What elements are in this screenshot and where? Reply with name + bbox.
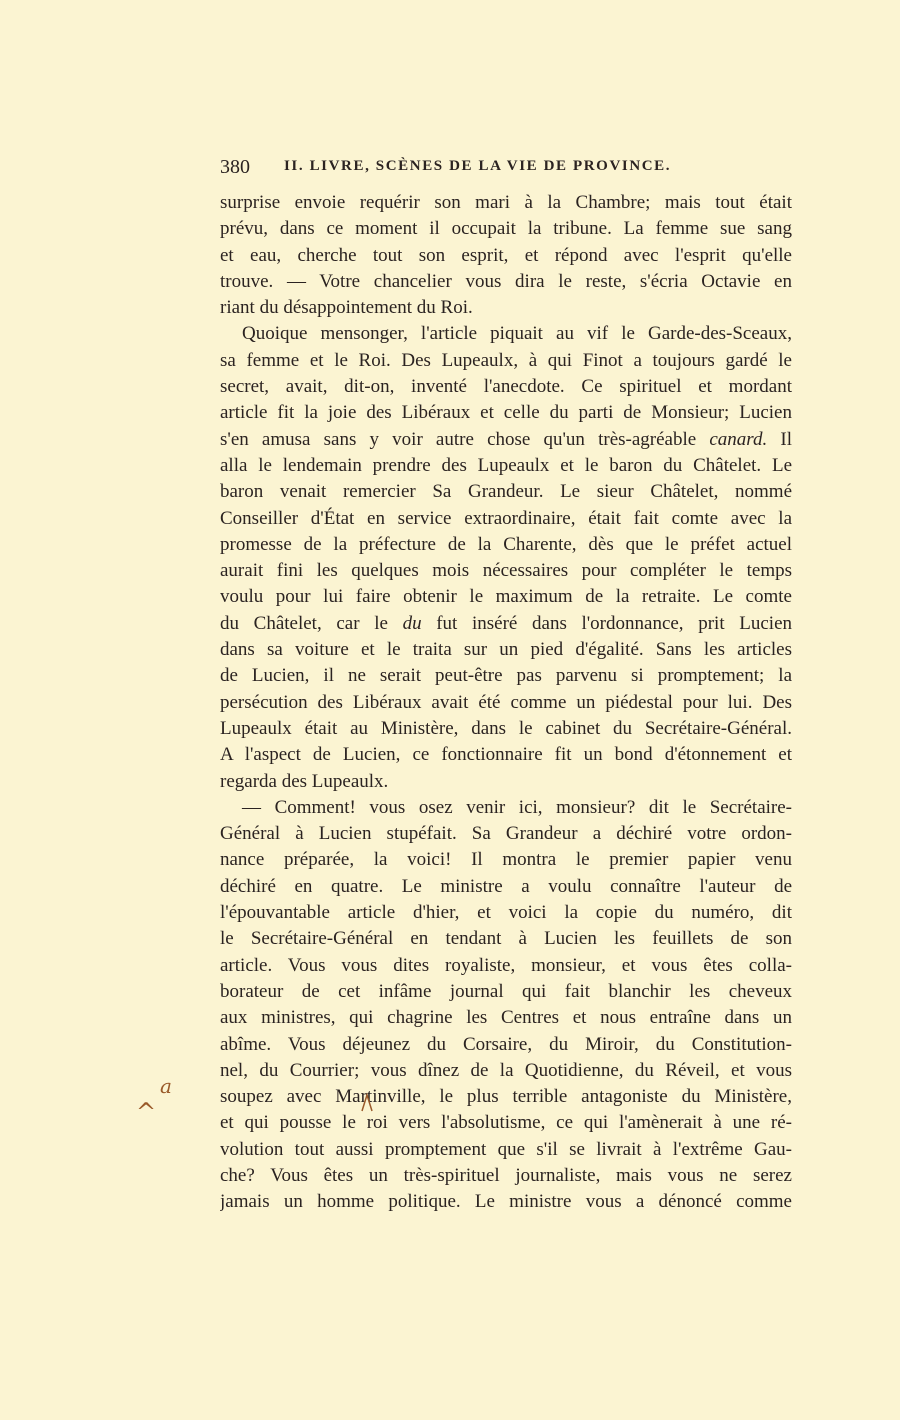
text-line <box>220 926 792 952</box>
running-title: II. LIVRE, SCÈNES DE LA VIE DE PROVINCE. <box>284 158 672 174</box>
text-segment: aux ministres, qui chagrine les Centres et nous entraîne dans un <box>220 1007 792 1029</box>
text-line <box>220 584 792 610</box>
text-line <box>220 690 792 716</box>
text-segment: prévu, dans ce moment il occupait la tribune. La femme sue sang <box>220 218 792 240</box>
text-line <box>220 506 792 532</box>
text-segment: du Châtelet, car le <box>220 612 403 634</box>
text-segment: et qui pousse le roi vers l'absolutisme, ce qui l'amènerait à une ré- <box>220 1112 792 1134</box>
text-line <box>220 453 792 479</box>
text-line <box>220 532 792 558</box>
page-number: 380 <box>220 156 250 178</box>
text-line <box>220 821 792 847</box>
text-line <box>220 295 792 321</box>
text-line <box>220 1137 792 1163</box>
text-segment: alla le lendemain prendre des Lupeaulx et le baron du Châtelet. Le <box>220 454 792 476</box>
running-header <box>220 156 792 184</box>
text-line <box>220 611 792 637</box>
text-line <box>220 769 792 795</box>
text-segment: secret, avait, dit-on, inventé l'anecdote. Ce spirituel et mordant <box>220 376 792 398</box>
text-line <box>220 1110 792 1136</box>
text-segment: Quoique mensonger, l'article piquait au vif le Garde-des-Sceaux, <box>242 323 792 345</box>
text-segment: surprise envoie requérir son mari à la Chambre; mais tout était <box>220 192 792 213</box>
text-segment: article fit la joie des Libéraux et celle du parti de Monsieur; Lucien <box>220 402 792 424</box>
text-line <box>220 637 792 663</box>
text-segment: Lupeaulx était au Ministère, dans le cabinet du Secrétaire-Général. <box>220 717 792 739</box>
text-segment: borateur de cet infâme journal qui fait blanchir les cheveux <box>220 980 792 1002</box>
inline-insertion-caret-icon <box>360 1092 374 1112</box>
text-segment: article. Vous vous dites royaliste, monsieur, et vous êtes colla- <box>220 954 792 976</box>
text-segment: déchiré en quatre. Le ministre a voulu connaître l'auteur de <box>220 875 792 897</box>
text-segment: aurait fini les quelques mois nécessaires pour compléter le temps <box>220 560 792 582</box>
italic-word: canard. <box>709 428 768 450</box>
text-line <box>220 1084 792 1110</box>
body-text <box>220 190 792 1216</box>
text-segment: fut inséré dans l'ordonnance, prit Lucien <box>421 612 792 634</box>
text-line <box>220 1189 792 1215</box>
text-segment: le Secrétaire-Général en tendant à Lucien les feuillets de son <box>220 928 792 950</box>
text-segment: l'épouvantable article d'hier, et voici la copie du numéro, dit <box>220 902 792 924</box>
text-segment: soupez avec Martinville, le plus terrible antagoniste du Ministère, <box>220 1086 792 1108</box>
text-segment: Conseiller d'État en service extraordinaire, était fait comte avec la <box>220 507 792 529</box>
text-segment: voulu pour lui faire obtenir le maximum de la retraite. Le comte <box>220 586 792 608</box>
text-segment: sa femme et le Roi. Des Lupeaulx, à qui Finot a toujours gardé le <box>220 349 792 371</box>
text-line <box>220 1058 792 1084</box>
text-segment: nel, du Courrier; vous dînez de la Quotidienne, du Réveil, et vous <box>220 1059 792 1081</box>
text-line <box>220 243 792 269</box>
text-line <box>220 979 792 1005</box>
text-segment: abîme. Vous déjeunez du Corsaire, du Miroir, du Constitution- <box>220 1033 792 1055</box>
text-line <box>220 479 792 505</box>
text-line <box>220 1005 792 1031</box>
text-segment: Il <box>767 428 792 450</box>
italic-word: du <box>402 612 422 634</box>
text-segment: A l'aspect de Lucien, ce fonctionnaire fit un bond d'étonnement et <box>220 744 792 766</box>
text-line <box>220 216 792 242</box>
text-segment: nance préparée, la voici! Il montra le premier papier venu <box>220 849 792 871</box>
text-line <box>220 269 792 295</box>
text-line <box>220 953 792 979</box>
text-segment: jamais un homme politique. Le ministre vous a dénoncé comme <box>220 1191 792 1213</box>
text-line <box>220 663 792 689</box>
text-segment: dans sa voiture et le traita sur un pied d'égalité. Sans les articles <box>220 639 792 661</box>
text-line <box>220 716 792 742</box>
text-segment: — Comment! vous osez venir ici, monsieur? dit le Secrétaire- <box>242 796 792 818</box>
text-line <box>220 427 792 453</box>
text-segment: s'en amusa sans y voir autre chose qu'un très-agréable <box>220 428 710 450</box>
text-line <box>220 742 792 768</box>
text-line <box>220 558 792 584</box>
text-segment: trouve. — Votre chancelier vous dira le reste, s'écria Octavie en <box>220 270 792 292</box>
insertion-caret-mark: ^ <box>136 1098 157 1126</box>
text-segment: regarda des Lupeaulx. <box>220 770 389 792</box>
handwritten-letter: a <box>160 1074 172 1098</box>
text-segment: et eau, cherche tout son esprit, et répond avec l'esprit qu'elle <box>220 244 792 266</box>
text-line <box>220 348 792 374</box>
text-line <box>220 847 792 873</box>
text-segment: promesse de la préfecture de la Charente, dès que le préfet actuel <box>220 533 792 555</box>
text-line <box>220 795 792 821</box>
text-segment: riant du désappointement du Roi. <box>220 297 473 319</box>
text-segment: de Lucien, il ne serait peut-être pas parvenu si promptement; la <box>220 665 792 687</box>
text-line <box>220 874 792 900</box>
text-line <box>220 1032 792 1058</box>
text-line <box>220 1163 792 1189</box>
text-line <box>220 900 792 926</box>
text-line <box>220 400 792 426</box>
text-line <box>220 321 792 347</box>
text-segment: volution tout aussi promptement que s'il se livrait à l'extrême Gau- <box>220 1138 792 1160</box>
text-segment: che? Vous êtes un très-spirituel journaliste, mais vous ne serez <box>220 1164 792 1186</box>
text-line <box>220 374 792 400</box>
text-segment: Général à Lucien stupéfait. Sa Grandeur a déchiré votre ordon- <box>220 823 792 845</box>
text-segment: baron venait remercier Sa Grandeur. Le sieur Châtelet, nommé <box>220 481 792 503</box>
text-segment: persécution des Libéraux avait été comme un piédestal pour lui. Des <box>220 691 792 713</box>
text-line <box>220 190 792 216</box>
